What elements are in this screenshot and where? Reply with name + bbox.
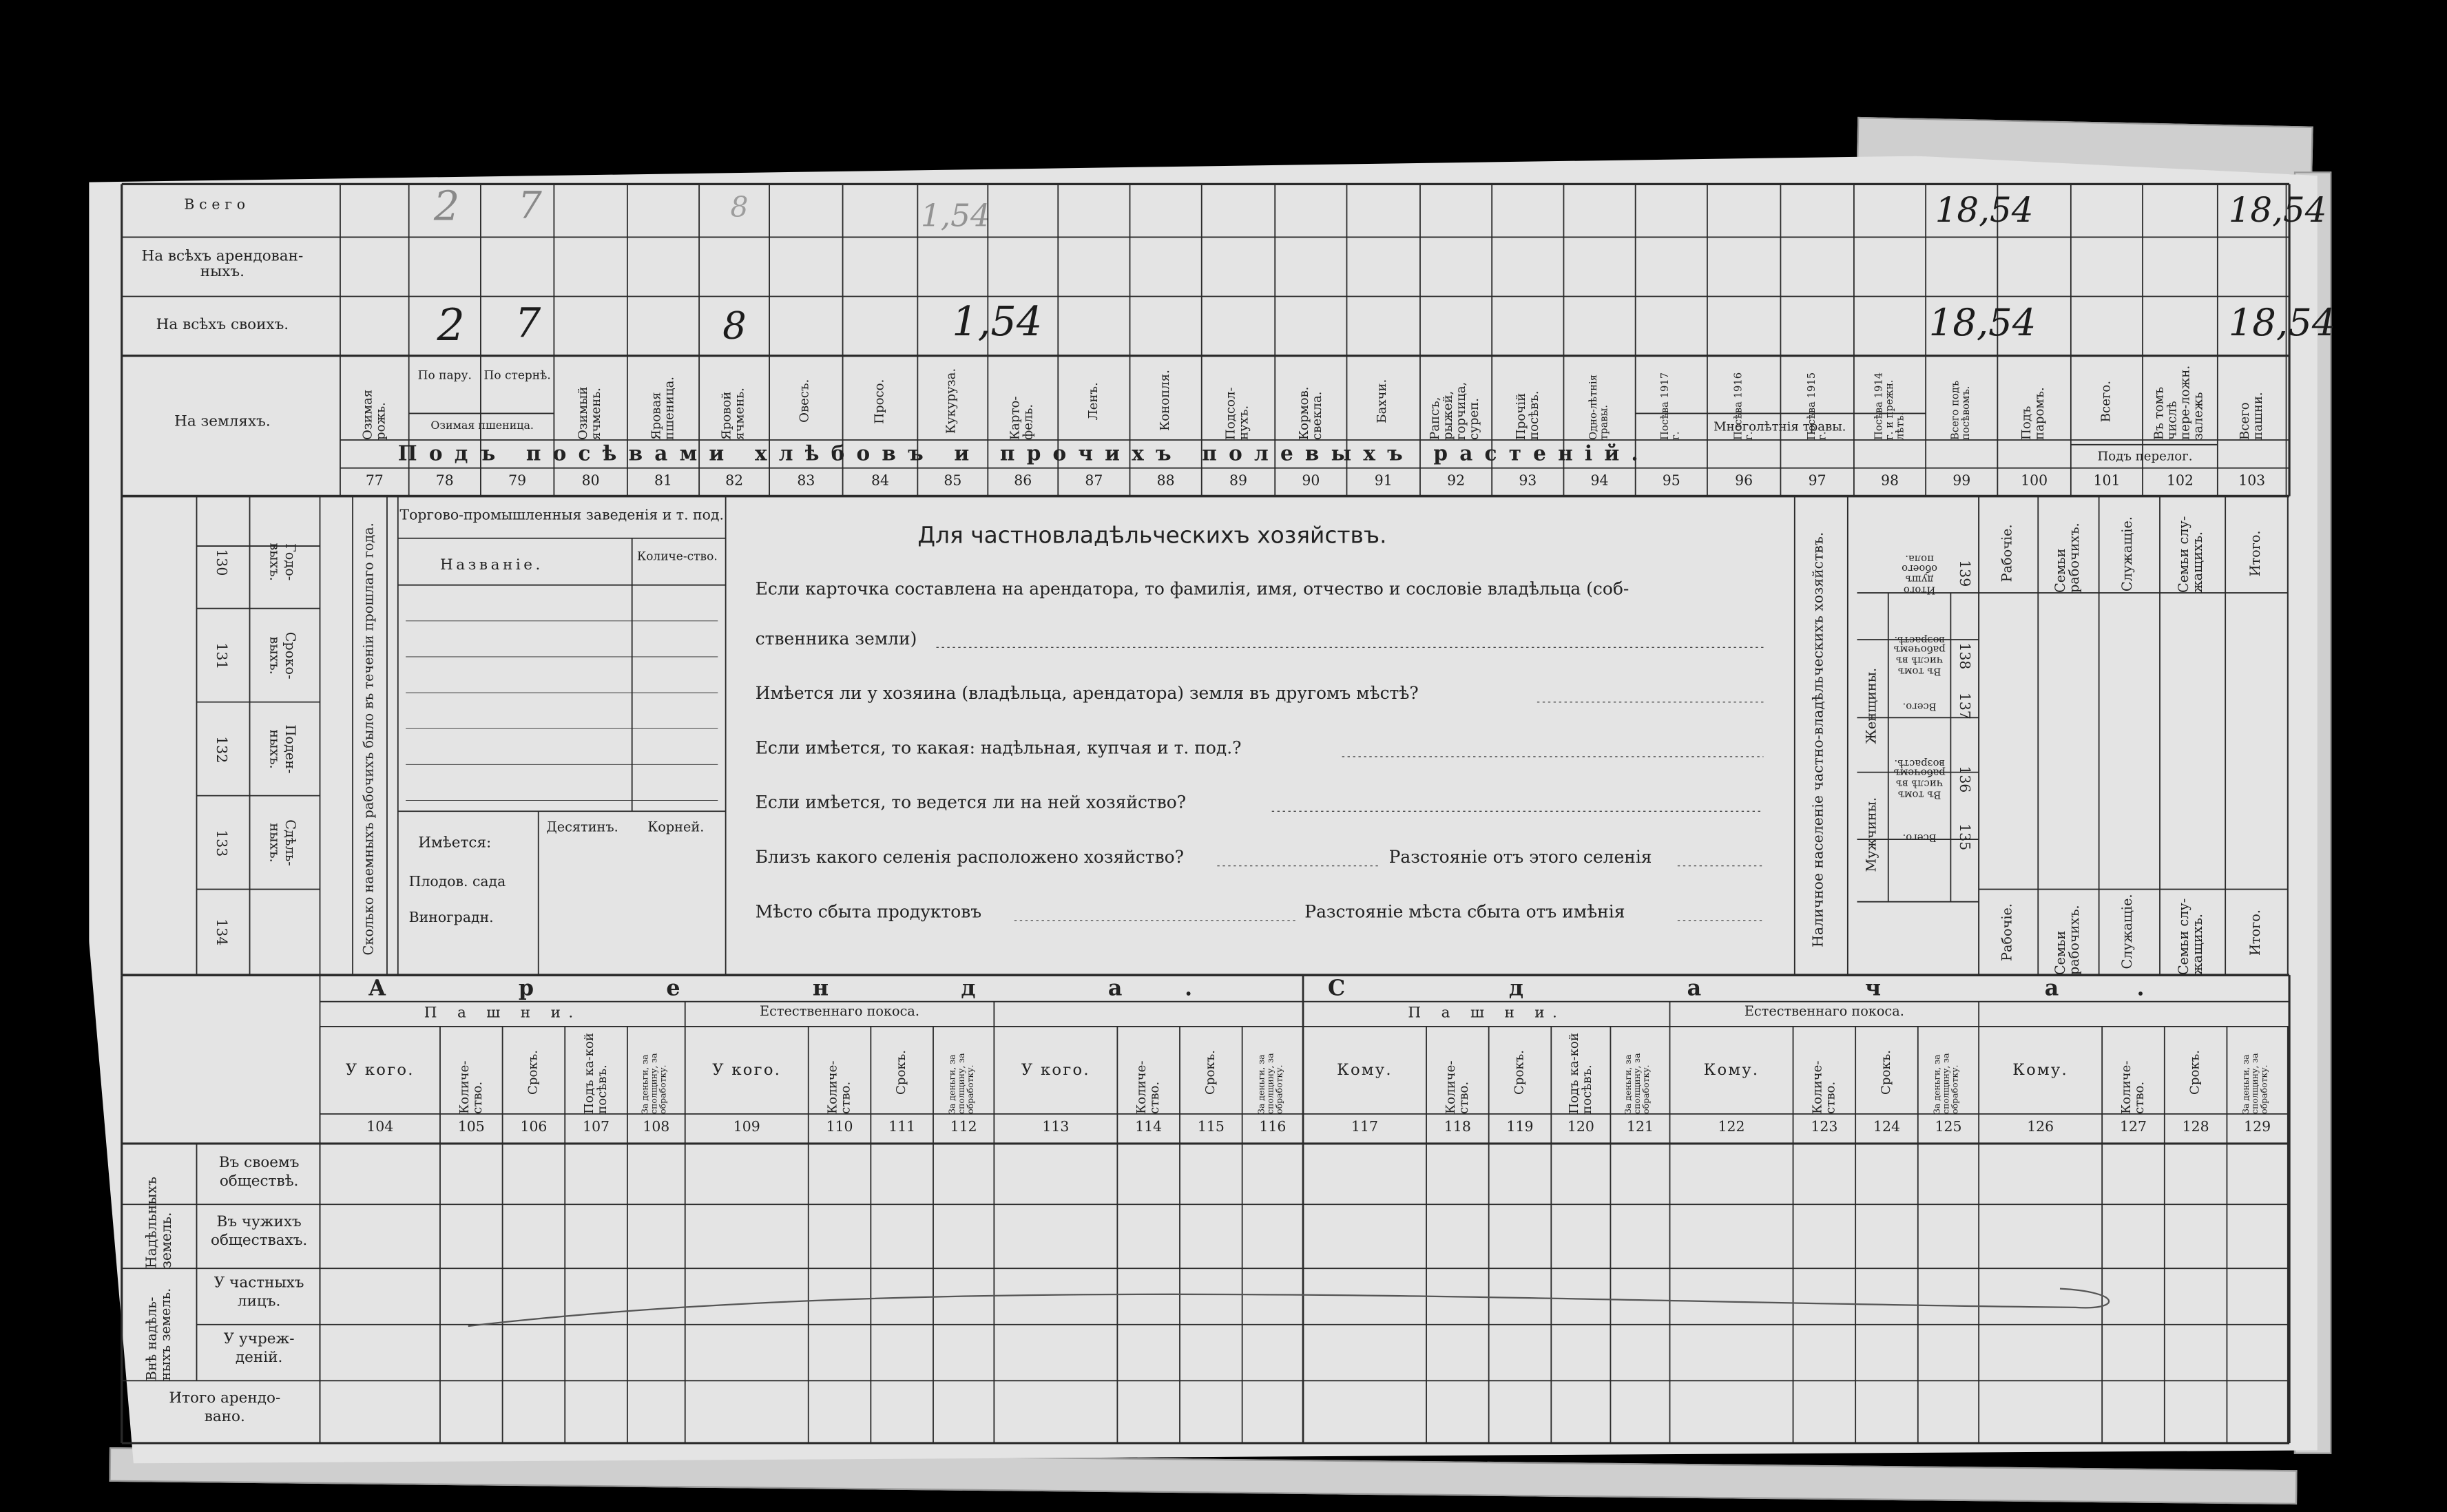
col-header-87: Ленъ. <box>1085 381 1100 420</box>
bot-header-127: Количе-ство. <box>2118 1060 2146 1114</box>
arenda-pashni: П а ш н и. <box>424 1005 581 1022</box>
col-header-cell-83 <box>769 362 842 440</box>
hired-label-cell-132 <box>250 702 313 796</box>
col-header-80: Озимый ячмень. <box>576 386 603 440</box>
col-num-103: 103 <box>2238 474 2266 490</box>
row-label-vsego: Всего <box>184 198 250 214</box>
pop-num-136: 136 <box>1956 765 1972 792</box>
col-num-98: 98 <box>1881 474 1899 490</box>
plodov-sada-label: Плодов. сада <box>408 875 506 891</box>
hired-num-131: 131 <box>213 642 229 669</box>
col-num-85: 85 <box>944 474 962 490</box>
bot-header-cell-114 <box>1117 1029 1180 1113</box>
bot-header-cell-112 <box>933 1029 994 1113</box>
muzhchiny-label: Мужчины. <box>1864 797 1880 872</box>
bot-header-cell-111 <box>871 1029 933 1113</box>
row-uchrezh <box>197 1331 322 1368</box>
trade-name-label: Названіе. <box>439 556 543 574</box>
hired-label-132: Поден-ныхъ. <box>265 724 297 774</box>
col-num-78: 78 <box>435 474 454 490</box>
bot-num-118: 118 <box>1444 1120 1471 1136</box>
hw-svoih-103: 18,54 <box>2228 301 2336 345</box>
pop-num-cell-139 <box>1950 507 1975 640</box>
col-num-82: 82 <box>725 474 744 490</box>
col-num-92: 92 <box>1447 474 1466 490</box>
arenda-title: А р е н д а. <box>368 976 1255 1002</box>
bot-header-cell-116 <box>1242 1029 1303 1113</box>
hired-num-cell-134 <box>203 890 238 976</box>
pop-num-139: 139 <box>1956 560 1972 587</box>
hired-num-cell-131 <box>203 609 238 702</box>
col-header-cell-87 <box>1058 362 1129 440</box>
bot-header-121: За деньги, за сполщину, за обработку. <box>1625 1053 1653 1114</box>
col-num-88: 88 <box>1156 474 1175 490</box>
col-header-cell-100 <box>1997 362 2070 440</box>
col-header-cell-82 <box>699 362 769 440</box>
col-num-99: 99 <box>1953 474 1971 490</box>
korney-label: Корней. <box>647 820 705 837</box>
bot-num-121: 121 <box>1626 1120 1654 1136</box>
bot-num-120: 120 <box>1567 1120 1594 1136</box>
hw-svoih-99: 18,54 <box>1928 301 2037 345</box>
row-itogo-1: Итого арендо- <box>169 1389 281 1407</box>
col-header-91: Бахчи. <box>1375 379 1390 423</box>
sdacha-title: С д а ч а. <box>1327 976 2222 1002</box>
col-header-cell-91 <box>1346 362 1419 440</box>
col-num-80: 80 <box>581 474 600 490</box>
staff-top-cell-4 <box>2225 515 2288 593</box>
trade-qty-label: Количе-ство. <box>637 549 718 563</box>
pencil-stroke <box>468 1289 2109 1326</box>
bot-header-cell-123 <box>1793 1029 1856 1113</box>
col-num-102: 102 <box>2166 474 2194 490</box>
col-header-cell-85 <box>917 362 988 440</box>
staff-top-label-0: Рабочіе. <box>1999 525 2016 583</box>
hw-vsego-78: 2 <box>433 184 460 231</box>
hw-svoih-85: 1,54 <box>952 300 1043 347</box>
col-header-cell-101 <box>2071 362 2143 440</box>
bot-num-113: 113 <box>1042 1120 1070 1136</box>
col-header-cell-88 <box>1130 362 1202 440</box>
col-header-78: По пару. <box>417 368 472 383</box>
staff-top-cell-0 <box>1979 515 2038 593</box>
private-q5b: Разстояніе отъ этого селенія <box>1388 847 1652 868</box>
hired-label-cell-131 <box>250 609 313 702</box>
hw-vsego-82: 8 <box>730 191 749 225</box>
bot-header-cell-121 <box>1610 1029 1669 1113</box>
hired-num-133: 133 <box>213 829 229 857</box>
row-chastnyh-1: У частныхъ <box>214 1274 304 1292</box>
col-header-cell-89 <box>1202 362 1275 440</box>
bot-header-107: Подъ ка-кой посѣвъ. <box>581 1033 609 1114</box>
bot-header-cell-125 <box>1918 1029 1979 1113</box>
hw-vsego-99: 18,54 <box>1935 191 2034 231</box>
row-svoem-2: обществѣ. <box>219 1173 299 1190</box>
bot-num-107: 107 <box>583 1120 610 1136</box>
col-num-79: 79 <box>508 474 527 490</box>
bot-num-119: 119 <box>1506 1120 1534 1136</box>
hired-label-cell-130 <box>250 515 313 609</box>
hired-label-131: Сроко-выхъ. <box>265 631 297 680</box>
staff-top-label-2: Служащіе. <box>2121 516 2137 591</box>
col-header-84: Просо. <box>872 378 886 423</box>
hw-vsego-85: 1,54 <box>920 196 990 234</box>
bot-num-122: 122 <box>1718 1120 1745 1136</box>
group-mnogoletnie: Многолѣтнія травы. <box>1714 419 1846 434</box>
col-header-82: Яровой ячмень. <box>719 388 747 440</box>
bot-num-111: 111 <box>888 1120 916 1136</box>
staff-top-cell-1 <box>2038 515 2099 593</box>
col-header-cell-99 <box>1926 362 1997 440</box>
private-q6a: Мѣсто сбыта продуктовъ <box>755 901 982 923</box>
bot-header-125: За деньги, за сполщину, за обработку. <box>1933 1053 1961 1114</box>
col-header-83: Овесъ. <box>798 379 812 423</box>
col-header-99: Всего подъ посѣвомъ. <box>1949 380 1973 440</box>
row-chuzhih-2: обществахъ. <box>211 1232 308 1250</box>
col-header-cell-92 <box>1420 362 1492 440</box>
col-header-102: Въ томъ числѣ пере-ложн. залежь <box>2152 365 2206 440</box>
col-header-95: Посѣва 1917 г. <box>1659 372 1683 440</box>
bot-header-cell-105 <box>440 1029 503 1113</box>
col-num-101: 101 <box>2093 474 2121 490</box>
col-header-cell-86 <box>988 362 1058 440</box>
col-header-96: Посѣва 1916 г. <box>1731 372 1756 440</box>
population-vertical-cell <box>1795 507 1848 972</box>
col-header-93: Прочій посѣвъ. <box>1513 390 1541 440</box>
row-itogo <box>131 1390 318 1427</box>
bot-num-117: 117 <box>1351 1120 1379 1136</box>
vne-nadelnyh-label: Внѣ надѣль-ныхъ земель. <box>145 1288 175 1381</box>
bot-num-109: 109 <box>733 1120 760 1136</box>
staff-bottom-cell-3 <box>2160 890 2225 976</box>
staff-bottom-label-4: Итого. <box>2248 909 2264 956</box>
col-num-96: 96 <box>1735 474 1753 490</box>
col-num-94: 94 <box>1590 474 1609 490</box>
row-chuzhih-1: Въ чужихъ <box>216 1213 302 1231</box>
col-header-97: Посѣва 1915 г. <box>1804 372 1829 440</box>
col-num-95: 95 <box>1662 474 1680 490</box>
hired-label-130: Годо-выхъ. <box>265 543 297 581</box>
staff-top-cell-2 <box>2099 515 2160 593</box>
staff-bottom-label-1: Семьи рабочихъ. <box>2052 905 2083 976</box>
staff-bottom-cell-1 <box>2038 890 2099 976</box>
col-header-cell-81 <box>627 362 699 440</box>
private-q6b: Разстояніе мѣста сбыта отъ имѣнія <box>1304 901 1625 923</box>
row-label-arendovannyh-2: ныхъ. <box>200 262 244 280</box>
col-header-103: Всего пашни. <box>2237 392 2264 440</box>
bot-num-104: 104 <box>366 1120 394 1136</box>
bot-header-105: Количе-ство. <box>457 1060 484 1114</box>
hired-label-cell-133 <box>250 796 313 890</box>
pop-label-138: Въ томъ числѣ въ рабочемъ возрастѣ. <box>1893 633 1946 678</box>
bot-num-110: 110 <box>826 1120 853 1136</box>
sdacha-pokosa: Естественнаго покоса. <box>1744 1005 1904 1020</box>
col-num-84: 84 <box>871 474 889 490</box>
zhenshchiny-label: Женщины. <box>1864 667 1880 744</box>
private-title: Для частновладѣльческихъ хозяйствъ. <box>917 524 1387 549</box>
staff-bottom-cell-0 <box>1979 890 2038 976</box>
bot-num-115: 115 <box>1197 1120 1225 1136</box>
staff-bottom-label-3: Семьи слу-жащихъ. <box>2177 898 2207 976</box>
hw-vsego-79: 7 <box>518 184 542 228</box>
bot-header-129: За деньги, за сполщину, за обработку. <box>2242 1053 2270 1114</box>
bot-num-128: 128 <box>2182 1120 2209 1136</box>
col-header-cell-80 <box>554 362 627 440</box>
bot-header-106: Срокъ. <box>525 1049 540 1095</box>
pop-num-135: 135 <box>1956 823 1972 851</box>
col-header-98: Посѣва 1914 г. и прежн. лѣтъ. <box>1872 372 1906 440</box>
row-chastnyh-2: лицъ. <box>237 1293 281 1311</box>
pop-label-cell-139 <box>1888 507 1951 640</box>
col-header-88: Конопля. <box>1157 370 1172 432</box>
workers-vertical-cell <box>353 507 387 972</box>
bot-header-111: Срокъ. <box>893 1049 908 1095</box>
bot-header-cell-115 <box>1180 1029 1242 1113</box>
hired-num-130: 130 <box>213 548 229 576</box>
bot-num-114: 114 <box>1135 1120 1163 1136</box>
col-num-89: 89 <box>1229 474 1247 490</box>
bot-num-112: 112 <box>950 1120 977 1136</box>
bot-header-126: Кому. <box>2012 1062 2068 1080</box>
muzhchiny-cell <box>1857 773 1888 897</box>
bot-header-109: У кого. <box>712 1062 782 1080</box>
population-vertical-label: Наличное населеніе частно-владѣльческихъ хозяйствъ. <box>1812 532 1829 947</box>
staff-bottom-label-2: Служащіе. <box>2121 894 2137 970</box>
row-svoem-1: Въ своемъ <box>218 1154 300 1172</box>
bot-num-108: 108 <box>643 1120 670 1136</box>
bot-header-cell-119 <box>1489 1029 1552 1113</box>
nadelnyh-label: Надѣльныхъ земель. <box>144 1177 175 1269</box>
bot-header-cell-129 <box>2227 1029 2287 1113</box>
hired-num-cell-130 <box>203 515 238 609</box>
col-num-81: 81 <box>654 474 672 490</box>
row-label-na-zemlyah: На земляхъ. <box>174 413 271 431</box>
vinogradn-label: Виноградн. <box>408 911 494 927</box>
bot-header-108: За деньги, за сполщину, за обработку. <box>641 1053 669 1114</box>
bot-num-105: 105 <box>457 1120 485 1136</box>
col-num-77: 77 <box>365 474 384 490</box>
col-header-cell-103 <box>2218 362 2287 440</box>
trade-header: Торгово-промышленныя заведенія и т. под. <box>399 508 724 525</box>
nadelnyh-cell <box>128 1146 194 1268</box>
pop-num-137: 137 <box>1956 692 1972 720</box>
col-header-cell-77 <box>340 362 409 440</box>
staff-top-cell-3 <box>2160 515 2225 593</box>
col-num-91: 91 <box>1374 474 1393 490</box>
col-num-100: 100 <box>2021 474 2048 490</box>
desyatin-label: Десятинъ. <box>546 820 618 837</box>
row-label-arendovannyh <box>125 250 320 280</box>
col-num-83: 83 <box>797 474 815 490</box>
bot-header-118: Количе-ство. <box>1443 1060 1470 1114</box>
bot-header-117: Кому. <box>1337 1062 1393 1080</box>
zhenshchiny-cell <box>1857 640 1888 773</box>
arenda-pokosa: Естественнаго покоса. <box>760 1005 920 1020</box>
bot-header-128: Срокъ. <box>2187 1049 2202 1095</box>
col-header-85: Кукуруза. <box>944 368 959 434</box>
private-q1b: ственника земли) <box>755 629 917 649</box>
hired-label-cell-134 <box>250 890 313 976</box>
col-header-cell-94 <box>1563 362 1635 440</box>
bot-header-104: У кого. <box>345 1062 415 1080</box>
hw-svoih-82: 8 <box>722 304 747 348</box>
bot-header-cell-118 <box>1426 1029 1489 1113</box>
row-chastnyh <box>197 1274 322 1312</box>
imeetsya-label: Имѣется: <box>418 834 492 852</box>
row-itogo-2: вано. <box>204 1408 245 1426</box>
bot-header-cell-106 <box>503 1029 565 1113</box>
bot-header-119: Срокъ. <box>1512 1049 1526 1095</box>
hw-svoih-79: 7 <box>514 301 541 348</box>
bot-header-122: Кому. <box>1703 1062 1760 1080</box>
hired-num-cell-133 <box>203 796 238 890</box>
group-pod-perelog: Подъ перелог. <box>2097 449 2193 463</box>
col-header-86: Карто-фель. <box>1008 396 1036 440</box>
band-pod-posevami: Подъ посѣвами хлѣбовъ и прочихъ полевыхъ растеній. <box>397 443 1650 467</box>
bot-num-125: 125 <box>1935 1120 1962 1136</box>
staff-bottom-label-0: Рабочіе. <box>1999 903 2016 961</box>
hired-num-cell-132 <box>203 702 238 796</box>
col-num-97: 97 <box>1808 474 1826 490</box>
bot-header-120: Подъ ка-кой посѣвъ. <box>1566 1033 1594 1114</box>
bot-num-129: 129 <box>2244 1120 2271 1136</box>
bot-num-116: 116 <box>1259 1120 1287 1136</box>
bot-header-cell-120 <box>1551 1029 1610 1113</box>
private-q1a: Если карточка составлена на арендатора, то фамилія, имя, отчество и сословіе владѣльца (соб- <box>755 578 1629 600</box>
col-header-94: Одно-лѣтнія травы. <box>1587 374 1611 440</box>
col-num-87: 87 <box>1085 474 1103 490</box>
bot-num-124: 124 <box>1873 1120 1900 1136</box>
staff-bottom-cell-2 <box>2099 890 2160 976</box>
private-q5a: Близъ какого селенія расположено хозяйство? <box>755 847 1184 868</box>
bot-header-cell-110 <box>809 1029 871 1113</box>
staff-top-label-1: Семьи рабочихъ. <box>2052 523 2083 594</box>
row-chuzhih <box>197 1214 322 1251</box>
bot-num-106: 106 <box>520 1120 548 1136</box>
staff-top-label-3: Семьи слу-жащихъ. <box>2177 516 2207 594</box>
pop-label-135: Всего. <box>1902 831 1937 844</box>
bot-num-127: 127 <box>2120 1120 2147 1136</box>
pop-label-136: Въ томъ числѣ въ рабочемъ возрастѣ. <box>1893 757 1946 801</box>
group-ozimaya-pshenitsa: Озимая пшеница. <box>430 419 534 432</box>
bot-num-126: 126 <box>2027 1120 2054 1136</box>
col-num-86: 86 <box>1014 474 1032 490</box>
bot-header-112: За деньги, за сполщину, за обработку. <box>948 1053 977 1114</box>
col-header-101: Всего. <box>2099 380 2113 422</box>
row-svoem <box>197 1155 322 1192</box>
hired-num-132: 132 <box>213 735 229 763</box>
col-header-81: Яровая пшеница. <box>648 376 676 440</box>
workers-vertical-label: Сколько наемныхъ рабочихъ было въ теченіи прошлаго года. <box>361 523 377 956</box>
pop-label-137: Всего. <box>1902 700 1937 713</box>
col-header-cell-84 <box>843 362 918 440</box>
col-header-100: Подъ паромъ. <box>2019 387 2047 440</box>
bot-header-cell-128 <box>2165 1029 2227 1113</box>
pop-num-138: 138 <box>1956 642 1972 669</box>
bot-header-cell-124 <box>1855 1029 1918 1113</box>
col-header-77: Озимая рожь. <box>360 389 387 440</box>
hired-num-134: 134 <box>213 918 229 946</box>
bot-header-110: Количе-ство. <box>824 1060 853 1114</box>
bot-header-114: Количе-ство. <box>1134 1060 1161 1114</box>
vne-nadelnyh-cell <box>128 1268 194 1380</box>
col-header-90: Кормов. свекла. <box>1296 386 1324 440</box>
private-q4: Если имѣется, то ведется ли на ней хозяйство? <box>755 792 1187 813</box>
pop-label-139: Итого душъ обоего пола. <box>1902 552 1938 596</box>
col-num-93: 93 <box>1519 474 1537 490</box>
hw-vsego-103: 18,54 <box>2228 191 2327 231</box>
col-header-92: Рапсъ, рыжей, горчица, суреп. <box>1428 381 1482 440</box>
staff-top-label-4: Итого. <box>2248 530 2264 577</box>
col-header-89: Подсол-нухъ. <box>1223 387 1251 440</box>
staff-bottom-cell-4 <box>2225 890 2288 976</box>
bot-header-cell-108 <box>627 1029 685 1113</box>
row-label-arendovannyh-1: На всѣхъ арендован- <box>141 248 304 266</box>
sdacha-pashni: П а ш н и. <box>1408 1005 1565 1022</box>
hw-svoih-78: 2 <box>437 300 465 351</box>
bot-header-116: За деньги, за сполщину, за обработку. <box>1257 1053 1285 1114</box>
col-header-79: По стернѣ. <box>483 368 551 383</box>
private-q3: Если имѣется, то какая: надѣльная, купчая и т. под.? <box>755 737 1242 759</box>
bot-header-115: Срокъ. <box>1202 1049 1217 1095</box>
row-label-svoih: На всѣхъ своихъ. <box>156 316 289 334</box>
bot-header-123: Количе-ство. <box>1809 1060 1837 1114</box>
row-uchrezh-2: деній. <box>235 1349 283 1367</box>
bot-header-cell-127 <box>2102 1029 2165 1113</box>
row-uchrezh-1: У учреж- <box>223 1330 295 1348</box>
bot-num-123: 123 <box>1811 1120 1838 1136</box>
bot-header-113: У кого. <box>1021 1062 1090 1080</box>
bot-header-124: Срокъ. <box>1878 1049 1893 1095</box>
hired-label-133: Сдѣль-ныхъ. <box>265 819 297 866</box>
col-header-cell-102 <box>2143 362 2218 440</box>
col-num-90: 90 <box>1302 474 1320 490</box>
col-header-cell-90 <box>1275 362 1346 440</box>
col-header-cell-93 <box>1492 362 1563 440</box>
bot-header-cell-107 <box>565 1029 627 1113</box>
private-q2: Имѣется ли у хозяина (владѣльца, арендатора) земля въ другомъ мѣстѣ? <box>755 683 1419 704</box>
